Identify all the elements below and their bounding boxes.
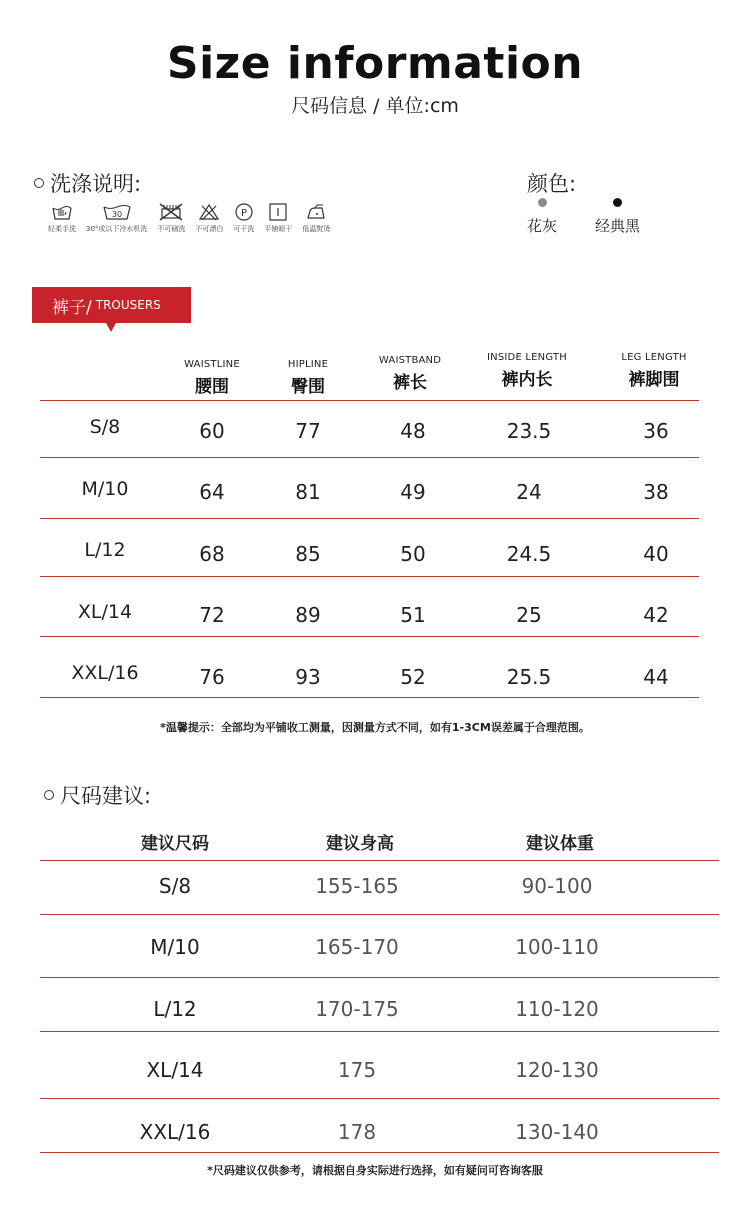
svg-text:30: 30 [111, 210, 122, 219]
table-divider [40, 636, 699, 637]
height-cell: 178 [337, 1120, 377, 1144]
value-cell: 25 [516, 603, 542, 627]
table-divider [40, 1152, 719, 1153]
weight-cell: 120-130 [515, 1058, 599, 1082]
col-header-suggested-height: 建议身高 [326, 834, 394, 854]
care-item-low-iron: 低温熨烫 [302, 203, 330, 234]
weight-cell: 90-100 [521, 874, 593, 898]
care-icons [48, 203, 340, 234]
value-cell: 44 [643, 665, 669, 689]
care-item-no-bleach: 不可漂白 [195, 203, 223, 234]
col-header-waistline: WAISTLINE 腰围 [184, 359, 240, 397]
value-cell: 24 [516, 480, 542, 504]
care-item-no-brush: 不可刷洗 [157, 203, 185, 234]
value-cell: 81 [295, 480, 321, 504]
value-cell: 72 [199, 603, 225, 627]
size-cell: S/8 [158, 874, 192, 898]
value-cell: 49 [400, 480, 426, 504]
color-swatch [613, 198, 622, 207]
size-cell: S/8 [89, 416, 121, 438]
value-cell: 89 [295, 603, 321, 627]
table-divider [40, 860, 719, 861]
flat-dry-icon [268, 203, 288, 221]
value-cell: 48 [400, 419, 426, 443]
machine-wash-30-icon [102, 203, 132, 221]
care-heading: 洗涤说明: [34, 168, 141, 198]
trousers-tag: 裤子/ TROUSERS [32, 287, 191, 323]
value-cell: 40 [643, 542, 669, 566]
table-divider [40, 576, 699, 577]
value-cell: 85 [295, 542, 321, 566]
col-header-hipline: HIPLINE 臀围 [287, 359, 329, 397]
page-title: Size information [166, 38, 584, 89]
care-item-dry-clean: P 可干洗 [233, 203, 254, 234]
value-cell: 25.5 [506, 665, 552, 689]
color-heading: 颜色: [527, 172, 577, 196]
no-brush-icon [158, 203, 184, 221]
table-divider [40, 977, 719, 978]
size-cell: L/12 [153, 997, 197, 1021]
dry-clean-icon [234, 203, 254, 221]
value-cell: 64 [199, 480, 225, 504]
table-divider [40, 518, 699, 519]
col-header-leg-length: LEG LENGTH 裤脚围 [621, 352, 687, 390]
care-item-machine-wash: 30 30°或以下冷水机洗 [86, 203, 147, 234]
height-cell: 155-165 [315, 874, 399, 898]
value-cell: 50 [400, 542, 426, 566]
suggestion-note: *尺码建议仅供参考，请根据自身实际进行选择，如有疑问可咨询客服 [207, 1164, 543, 1177]
col-header-inside-length: INSIDE LENGTH 裤内长 [487, 352, 567, 390]
value-cell: 93 [295, 665, 321, 689]
size-cell: XL/14 [77, 601, 133, 623]
color-swatch [538, 198, 547, 207]
col-header-suggested-size: 建议尺码 [141, 834, 209, 854]
svg-text:P: P [240, 208, 247, 219]
weight-cell: 130-140 [515, 1120, 599, 1144]
bullet-circle-icon [34, 178, 44, 188]
weight-cell: 100-110 [515, 935, 599, 959]
col-header-suggested-weight: 建议体重 [526, 834, 594, 854]
suggestion-heading: 尺码建议: [44, 780, 151, 810]
table-divider [40, 457, 699, 458]
value-cell: 38 [643, 480, 669, 504]
value-cell: 76 [199, 665, 225, 689]
hand-wash-icon [51, 203, 73, 221]
height-cell: 170-175 [315, 997, 399, 1021]
bullet-circle-icon [44, 790, 54, 800]
height-cell: 175 [337, 1058, 377, 1082]
care-item-flat-dry: 平铺晾干 [264, 203, 292, 234]
table-divider [40, 1031, 719, 1032]
size-cell: M/10 [81, 478, 129, 500]
value-cell: 51 [400, 603, 426, 627]
table-divider [40, 400, 699, 401]
value-cell: 77 [295, 419, 321, 443]
value-cell: 24.5 [506, 542, 552, 566]
value-cell: 68 [199, 542, 225, 566]
value-cell: 42 [643, 603, 669, 627]
page-subtitle: 尺码信息 / 单位:cm [291, 95, 459, 117]
tag-pointer [106, 323, 116, 332]
size-cell: M/10 [150, 935, 200, 959]
size-cell: XXL/16 [139, 1120, 211, 1144]
value-cell: 52 [400, 665, 426, 689]
measurement-note: *温馨提示：全部均为平铺收工测量，因测量方式不同，如有1-3CM误差属于合理范围。 [160, 721, 590, 734]
color-option-heather-gray: 花灰 [527, 198, 557, 236]
value-cell: 60 [199, 419, 225, 443]
value-cell: 23.5 [506, 419, 552, 443]
col-header-waistband: WAISTBAND 裤长 [378, 355, 442, 393]
table-divider [40, 914, 719, 915]
table-divider [40, 1098, 719, 1099]
height-cell: 165-170 [315, 935, 399, 959]
table-divider [40, 697, 699, 698]
size-cell: XXL/16 [71, 662, 139, 684]
care-item-hand-wash: 轻柔手洗 [48, 203, 76, 234]
size-cell: L/12 [84, 539, 126, 561]
value-cell: 36 [643, 419, 669, 443]
no-bleach-icon [198, 203, 220, 221]
low-iron-icon [305, 203, 327, 221]
size-cell: XL/14 [146, 1058, 204, 1082]
color-options [527, 198, 640, 236]
weight-cell: 110-120 [515, 997, 599, 1021]
color-option-black: 经典黑 [595, 198, 640, 236]
